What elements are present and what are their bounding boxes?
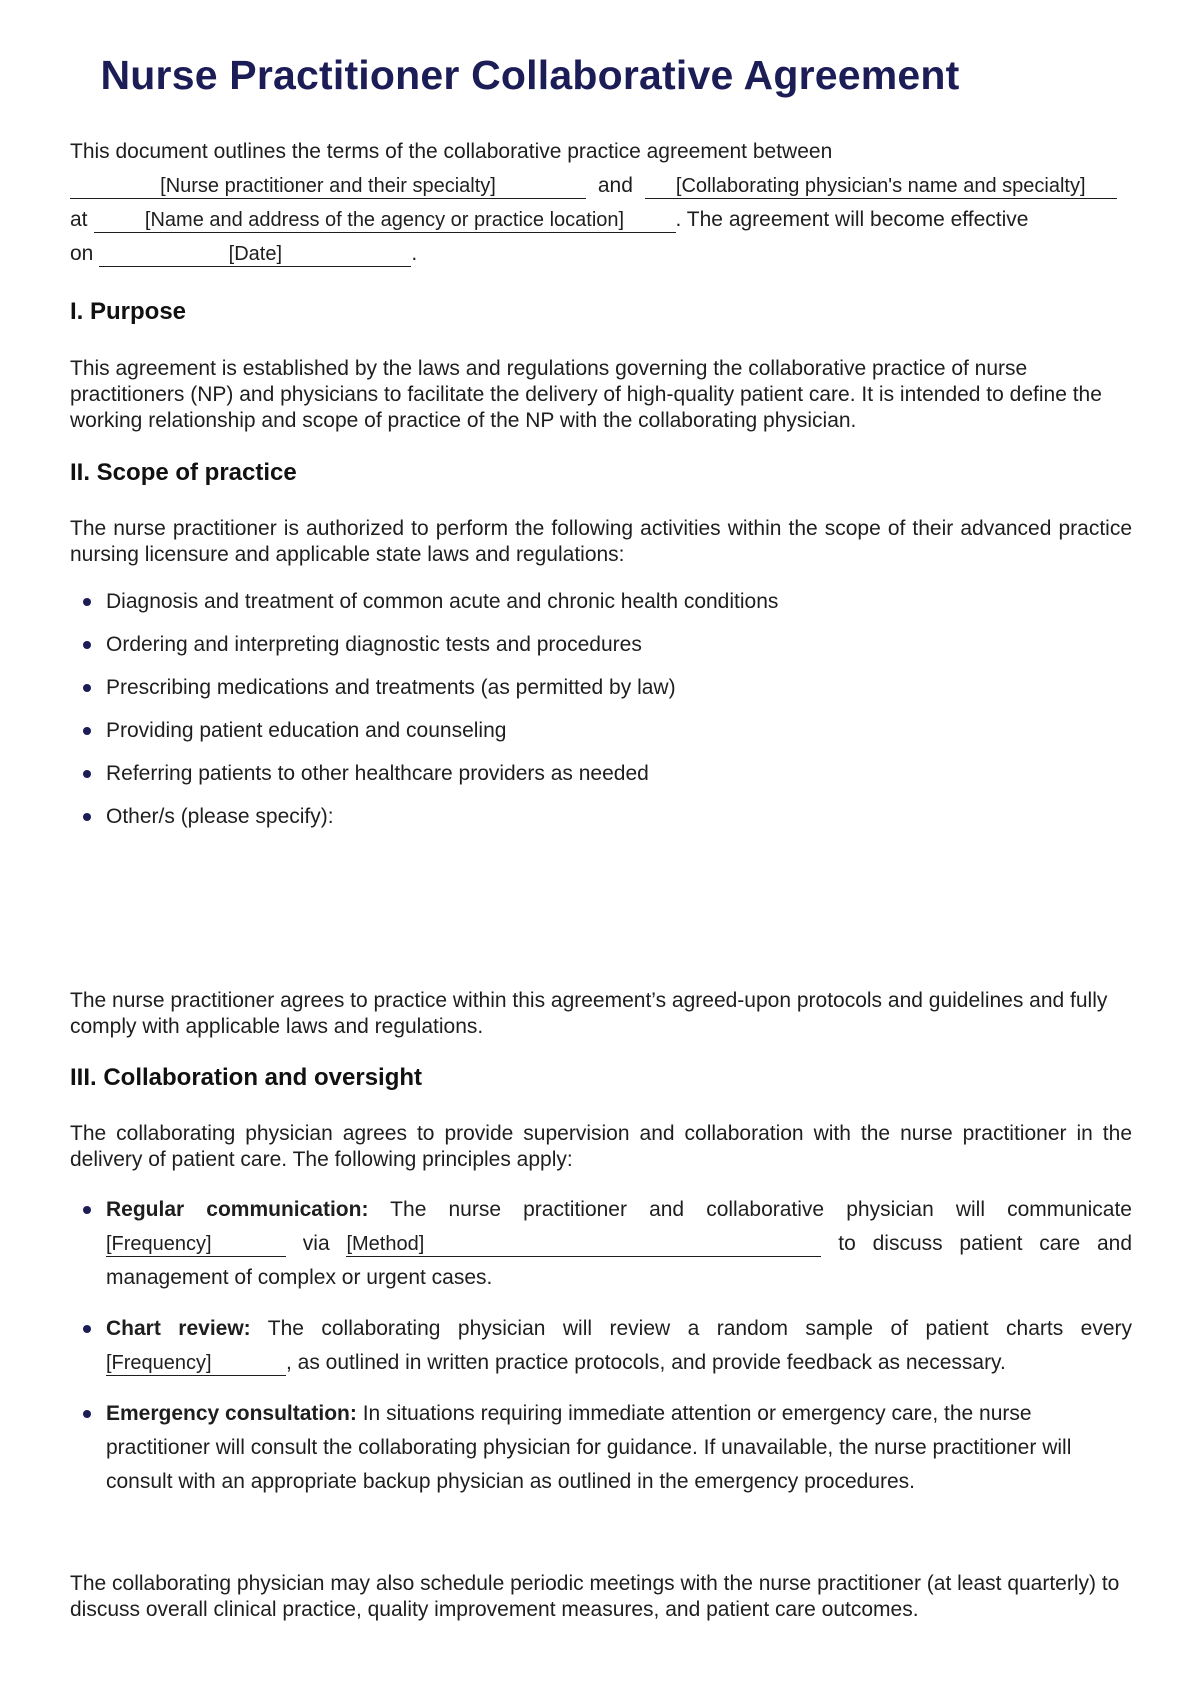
list-item-text: Referring patients to other healthcare providers as needed xyxy=(106,762,649,785)
purpose-heading: I. Purpose xyxy=(70,298,187,325)
list-item xyxy=(70,761,1132,804)
document-title: Nurse Practitioner Collaborative Agreement xyxy=(100,52,960,98)
intro-period: . xyxy=(411,242,418,265)
list-item xyxy=(70,632,1132,675)
chart-review-text-end: , as outlined in written practice protocols, and provide feedback as necessary. xyxy=(286,1351,1006,1374)
bullet-icon xyxy=(83,813,91,821)
chart-review-item xyxy=(70,1312,1132,1380)
scope-closing: The nurse practitioner agrees to practice within this agreement’s agreed-upon protocols and guidelines and fully comply with applicable laws and regulations. xyxy=(70,989,1108,1038)
chart-review-text: The collaborating physician will review a random sample of patient charts every xyxy=(250,1317,1133,1340)
intro-line-1: This document outlines the terms of the collaborative practice agreement between xyxy=(70,140,833,163)
bullet-icon xyxy=(83,684,91,692)
emergency-consultation-text: In situations requiring immediate attention or emergency care, the nurse practitioner will consult the collaborating physician for guidance. If unavailable, the nurse practitioner will consult with an appropriate backup physician as outlined in the emergency procedures. xyxy=(106,1402,1072,1493)
regular-communication-item xyxy=(70,1193,1132,1295)
bullet-icon xyxy=(83,727,91,735)
intro-line-2 xyxy=(70,169,1140,203)
communication-frequency-field[interactable]: [Frequency] xyxy=(106,1232,286,1257)
list-item-text: Diagnosis and treatment of common acute and chronic health conditions xyxy=(106,590,779,613)
at-text: at xyxy=(70,208,88,231)
collaboration-heading: III. Collaboration and oversight xyxy=(70,1064,423,1091)
scope-body: The nurse practitioner is authorized to perform the following activities within the scope of their advanced practice nursing licensure and applicable state laws and regulations: xyxy=(70,517,1132,566)
list-item xyxy=(70,718,1132,761)
bullet-icon xyxy=(83,1325,91,1333)
date-field[interactable]: [Date] xyxy=(99,242,411,267)
intro-line-4 xyxy=(70,237,1140,271)
emergency-consultation-label: Emergency consultation: xyxy=(106,1402,357,1425)
and-text: and xyxy=(597,174,633,197)
chart-review-label: Chart review: xyxy=(106,1317,251,1340)
list-item-text: Other/s (please specify): xyxy=(106,805,334,828)
emergency-consultation-item xyxy=(70,1397,1132,1499)
collaboration-closing: The collaborating physician may also schedule periodic meetings with the nurse practitioner (at least quarterly) to discuss overall clinical practice, quality improvement measures, and patient care outcomes. xyxy=(70,1572,1120,1621)
regular-communication-text-end: to discuss patient care and management of complex or urgent cases. xyxy=(106,1232,1132,1289)
list-item-text: Providing patient education and counseling xyxy=(106,719,507,742)
intro-line-3 xyxy=(70,203,1140,237)
scope-list xyxy=(70,589,1132,847)
physician-specialty-field[interactable]: [Collaborating physician's name and specialty] xyxy=(645,174,1117,199)
effective-text: . The agreement will become effective xyxy=(675,208,1029,231)
list-item xyxy=(70,804,1132,847)
list-item xyxy=(70,675,1132,718)
communication-method-field[interactable]: [Method] xyxy=(346,1232,821,1257)
np-specialty-field[interactable]: [Nurse practitioner and their specialty] xyxy=(70,174,586,199)
chart-review-frequency-field[interactable]: [Frequency] xyxy=(106,1351,286,1376)
bullet-icon xyxy=(83,770,91,778)
list-item xyxy=(70,589,1132,632)
bullet-icon xyxy=(83,641,91,649)
via-text: via xyxy=(286,1232,347,1255)
location-field[interactable]: [Name and address of the agency or practice location] xyxy=(94,208,676,233)
bullet-icon xyxy=(83,1410,91,1418)
bullet-icon xyxy=(83,598,91,606)
list-item-text: Ordering and interpreting diagnostic tests and procedures xyxy=(106,633,642,656)
purpose-body: This agreement is established by the laws and regulations governing the collaborative practice of nurse practitioners (NP) and physicians to facilitate the delivery of high-quality patient care. It is intended to define the working relationship and scope of practice of the NP with the collaborating physician. xyxy=(70,357,1102,432)
collaboration-body: The collaborating physician agrees to provide supervision and collaboration with the nurse practitioner in the delivery of patient care. The following principles apply: xyxy=(70,1122,1132,1171)
bullet-icon xyxy=(83,1206,91,1214)
collaboration-list xyxy=(70,1193,1132,1516)
scope-heading: II. Scope of practice xyxy=(70,459,297,486)
on-text: on xyxy=(70,242,94,265)
regular-communication-label: Regular communication: xyxy=(106,1198,369,1221)
regular-communication-text: The nurse practitioner and collaborative physician will communicate xyxy=(368,1198,1132,1221)
list-item-text: Prescribing medications and treatments (as permitted by law) xyxy=(106,676,676,699)
intro-paragraph xyxy=(70,135,1140,271)
